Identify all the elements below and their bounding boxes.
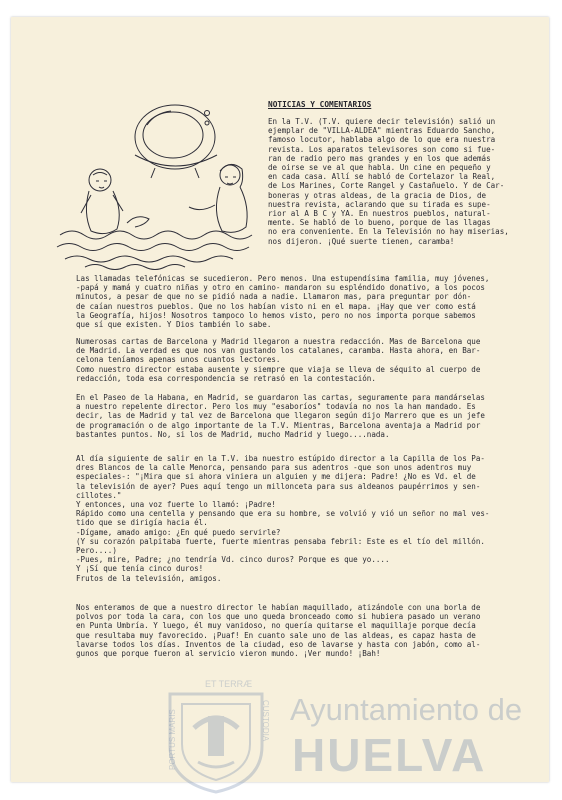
television-sea-drawing-icon [55,95,260,270]
text-line: que sí que existen. Y Dios también lo sabe. [76,320,272,330]
text-line: decir, las de Madrid y tal vez de Barcelona que llegaron según dijo Marrero que es un jefe [76,411,485,421]
text-line: -Dígame, amado amigo: ¿En qué puedo servirle? [76,527,281,537]
text-line: rior al A B C y YA. En nuestros pueblos, natural- [268,209,491,219]
text-line: Frutos de la televisión, amigos. [76,573,222,583]
paragraph-madrid [76,393,485,439]
text-line: ejemplar de "VILLA-ALDEA" mientras Eduardo Sancho, [268,126,496,136]
paragraph-letters [76,337,480,383]
text-line: En el Paseo de la Habana, en Madrid, se guardaron las cartas, seguramente para mandárselas [76,393,485,402]
watermark-ayuntamiento: Ayuntamiento de [290,692,523,727]
text-line: Al día siguiente de salir en la T.V. iba nuestro estúpido director a la Capilla de los Pa- [76,454,485,463]
intro-paragraph [268,117,509,246]
text-line: Rápido como una centella y pensando que era su hombre, se volvió y vió un señor no mal ves- [76,509,490,519]
paragraph-next-day [76,454,489,583]
text-line: gunos que porque fueron al servicio vieron mundo. ¡Ver mundo! ¡Bah! [76,649,381,659]
text-line: en Punta Umbría. Y luego, él muy vanidoso, no quería quitarse el maquillaje porque decía [76,621,476,631]
text-line: famoso locutor, hablaba algo de lo que era nuestra [268,135,496,145]
text-line: En la T.V. (T.V. quiere decir televisión) salió un [268,117,496,126]
text-line: la televisión de ayer? Pues aquí tengo un millonceta para sus aldeanos paupérrimos y sen- [76,481,481,491]
seal-top-text: ET TERRÆ [205,679,253,689]
text-line: de Madrid. La verdad es que nos van gustando los catalanes, caramba. Hasta ahora, en Bar- [76,346,481,356]
seal-left-text: PORTUS MARIS [168,709,177,770]
article-title: NOTICIAS Y COMENTARIOS [268,100,372,109]
paragraph-phone-calls [76,274,489,329]
text-line: Las llamadas telefónicas se sucedieron. Pero menos. Una estupendísima familia, muy jóvenes, [76,274,490,283]
text-line: Como nuestro director estaba ausente y siempre que viaja se lleva de séquito al cuerpo de [76,364,481,374]
text-line: cillotes." [76,490,122,500]
text-line: especiales-: "¡Mira que si ahora viniera un alguien y me dijera: Padre! ¿No es Vd. el de [76,472,476,482]
text-line: redacción, toda esa correspondencia se retrasó en la contestación. [76,373,376,383]
text-line: la Geografía, hijos! Nosotros tampoco lo hemos visto, pero no nos importa porque sabemos [76,310,476,320]
text-line: Y entonces, una voz fuerte lo llamó: ¡Padre! [76,500,276,510]
text-line: lavarse todos los días. Inventos de la ciudad, eso de lavarse y hasta con jabón, como al- [76,639,481,649]
text-line: de programación o de algo importante de la T.V. Mientras, Barcelona aventaja a Madrid por [76,420,481,430]
text-line: nos dijeron. ¡Qué suerte tienen, caramba! [268,236,455,246]
text-line: en cada casa. Allí se habló de Cortelazor la Real, [268,172,496,182]
text-line: mente. Se habló de lo bueno, porque de las llagas [268,218,491,228]
text-line: de Los Marines, Corte Rangel y Castañuelo. Y de Car- [268,181,505,191]
text-line: polvos por toda la cara, con los que uno queda bronceado como si hubiera pasado un verano [76,612,481,622]
text-line: Y ¡Sí que tenía cinco duros! [76,564,204,574]
text-line: de caían nuestros pueblos. Que no los habían visto ni en el mapa. ¡Hay que ver como está [76,301,476,311]
text-line: revista. Los aparatos televisores son como si fue- [268,144,496,154]
text-line: Nos enteramos de que a nuestro director le habían maquillado, atizándole con una borla de [76,603,481,612]
text-line: que resultaba muy favorecido. ¡Puaf! En cuanto sale uno de las aldeas, es capaz hasta de [76,630,476,640]
text-line: no era conveniente. En la Televisión no hay miserias, [268,227,509,237]
text-line: bastantes puntos. No, si los de Madrid, mucho Madrid y luego....nada. [76,429,390,439]
text-line: ran de radio pero mas grandes y en los que además [268,153,491,163]
text-line: de oirse se ve al que habla. Un cine en pequeño y [268,163,491,173]
text-line: Pero....) [76,546,117,556]
paragraph-makeup [76,603,480,658]
text-line: a nuestro repelente director. Pero los muy "esaboríos" todavía no nos la han mandado. Es [76,402,476,412]
watermark-huelva: HUELVA [292,729,487,781]
text-line: Numerosas cartas de Barcelona y Madrid llegaron a nuestra redacción. Mas de Barcelona que [76,337,481,346]
text-line: nuestra revista, aclarando que su tirada es supe- [268,199,491,209]
text-line: (Y su corazón palpitaba fuerte, fuerte mientras pensaba febril: Este es el tío del millón. [76,536,485,546]
seal-right-text: CUSTODIA [261,700,270,742]
text-line: tido que se dirigía hacia él. [76,518,208,528]
text-line: -papá y mamá y cuatro niñas y otro en camino- mandaron su espléndido donativo, a los pocos [76,283,485,293]
text-line: minutos, a pesar de que no se pidió nada a nadie. Llamaron mas, para preguntar por dón- [76,292,472,302]
text-line: -Pues, mire, Padre; ¿no tendría Vd. cinco duros? Porque es que yo.... [76,555,390,565]
text-line: boneras y otras aldeas, de la gracia de Dios, de [268,190,487,200]
text-line: celona teníamos apenas unos cuantos lectores. [76,355,281,365]
text-line: dres Blancos de la calle Menorca, pensando para sus adentros -que son unos adentros muy [76,463,472,473]
